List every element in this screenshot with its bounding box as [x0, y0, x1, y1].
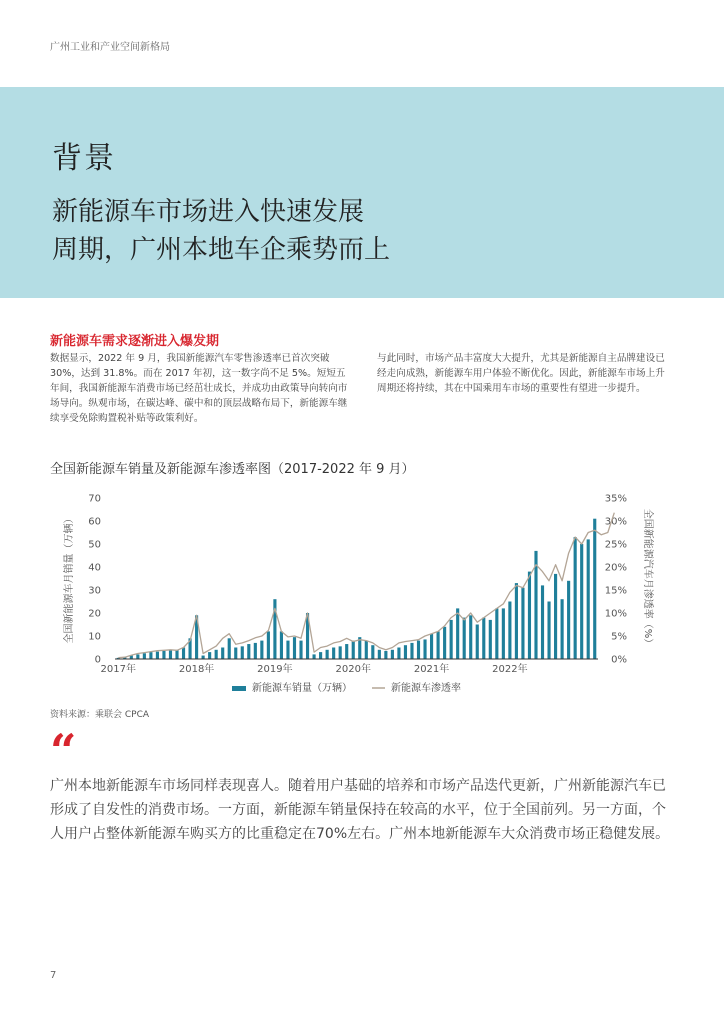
bar [228, 638, 231, 659]
bar [286, 641, 289, 659]
bar [202, 656, 205, 659]
bar [221, 648, 224, 660]
bar [280, 631, 283, 659]
bar [339, 646, 342, 659]
sales-penetration-chart [0, 480, 724, 702]
bar [260, 641, 263, 659]
bar [450, 620, 453, 659]
bar [136, 654, 139, 659]
bar [495, 608, 498, 659]
bar [397, 648, 400, 660]
banner-heading: 背景 [52, 141, 116, 176]
bar [352, 641, 355, 659]
bar [156, 652, 159, 659]
paragraph-right: 与此同时，市场产品丰富度大大提升，尤其是新能源自主品牌建设已经走向成熟，新能源车用户体验不断优化。因此，新能源车市场上升周期还将持续，其在中国乘用车市场的重要性有望进一步提升。 [377, 353, 665, 394]
bar [547, 602, 550, 660]
bar [313, 654, 316, 659]
paragraph-left: 数据显示，2022 年 9 月，我国新能源汽车零售渗透率已首次突破 30%，达到 31.8%。而在 2017 年初，这一数字尚不足 5%。短短五年间，我国新能源车消费市场已经茁壮成长，并成功由政策导向转向市场导向。纵观市场，在碳达峰、碳中和的顶层战略布局下，新能源车继续享受免除购置税补贴等政策利好。 [50, 353, 348, 424]
bar [430, 634, 433, 659]
bar [463, 618, 466, 659]
x-tick-label: 2017年 [100, 664, 136, 675]
bar [482, 618, 485, 659]
x-tick-label: 2018年 [178, 664, 215, 675]
bar [391, 650, 394, 659]
bar [489, 620, 492, 659]
banner-subtitle-line-1: 新能源车市场进入快速发展 [52, 197, 365, 227]
bar [332, 648, 335, 660]
section-title: 新能源车需求逐渐进入爆发期 [50, 334, 220, 349]
bar [515, 583, 518, 659]
y-right-tick-label: 20% [604, 562, 627, 574]
page-number: 7 [50, 970, 57, 981]
x-tick-label: 2021年 [413, 664, 450, 675]
bar [215, 650, 218, 659]
bar [208, 652, 211, 659]
bar [149, 652, 152, 659]
bar [456, 608, 459, 659]
bar [169, 650, 172, 659]
bar [299, 641, 302, 659]
bar [404, 645, 407, 659]
y-right-tick-label: 35% [604, 493, 627, 505]
bar [567, 581, 570, 659]
x-tick-label: 2022年 [492, 664, 528, 675]
y-left-tick-label: 0 [94, 654, 101, 666]
y-left-tick-label: 70 [88, 493, 101, 505]
bar [587, 539, 590, 659]
bar [541, 585, 544, 659]
bar [423, 639, 426, 659]
bar [528, 572, 531, 659]
banner-subtitle [52, 193, 652, 269]
bar [241, 646, 244, 659]
bar [365, 641, 368, 659]
bar [574, 537, 577, 659]
bar [521, 588, 524, 659]
bar [234, 648, 237, 660]
legend-label-sales: 新能源车销量（万辆） [252, 683, 352, 694]
y-right-tick-label: 0% [611, 654, 627, 666]
bar [502, 608, 505, 659]
bar [247, 644, 250, 659]
bar [293, 637, 296, 659]
bar [267, 631, 270, 659]
quote-mark-icon: “ [50, 724, 77, 778]
chart-title: 全国新能源车销量及新能源车渗透率图（2017-2022 年 9 月） [50, 462, 415, 477]
x-tick-label: 2019年 [257, 664, 293, 675]
y-left-tick-label: 60 [88, 516, 101, 528]
y-right-tick-label: 25% [604, 539, 627, 551]
line-series-penetration [118, 513, 614, 658]
legend-label-penetration: 新能源车渗透率 [391, 683, 461, 694]
y-right-tick-label: 5% [611, 631, 627, 643]
y-left-tick-label: 50 [88, 539, 101, 551]
y-right-tick-label: 10% [604, 608, 627, 620]
bar [554, 574, 557, 659]
bar [384, 651, 387, 659]
bar [443, 627, 446, 659]
y-left-tick-label: 40 [88, 562, 101, 574]
x-tick-label: 2020年 [335, 664, 371, 675]
bar [143, 653, 146, 659]
y-right-tick-label: 30% [604, 516, 627, 528]
y-right-tick-label: 15% [604, 585, 627, 597]
bar [508, 602, 511, 660]
bar [561, 599, 564, 659]
y-left-tick-label: 10 [88, 631, 101, 643]
y-left-tick-label: 20 [88, 608, 101, 620]
bar [371, 645, 374, 659]
source-note: 资料来源：乘联会 CPCA [50, 710, 150, 720]
legend-swatch-bar [232, 686, 246, 691]
running-header: 广州工业和产业空间新格局 [50, 42, 170, 53]
y-left-axis-title: 全国新能源车月销量（万辆） [64, 513, 75, 644]
y-left-tick-label: 30 [88, 585, 101, 597]
bar [437, 631, 440, 659]
bar [326, 650, 329, 659]
banner-subtitle-line-2: 周期，广州本地车企乘势而上 [52, 235, 391, 265]
bar [182, 648, 185, 660]
bar [254, 643, 257, 659]
bar [476, 625, 479, 660]
bar [417, 641, 420, 659]
y-right-axis-title: 全国新能源汽车月渗透率（%） [642, 508, 653, 649]
quote-text: 广州本地新能源车市场同样表现喜人。随着用户基础的培养和市场产品迭代更新，广州新能源汽车已形成了自发性的消费市场。一方面，新能源车销量保持在较高的水平，位于全国前列。另一方面，个人用户占整体新能源车购买方的比重稳定在70%左右。广州本地新能源车大众消费市场正稳健发展。 [50, 778, 670, 842]
bar [410, 643, 413, 659]
bar [319, 652, 322, 659]
bar [162, 651, 165, 659]
bar [469, 615, 472, 659]
bar [593, 519, 596, 659]
bar [378, 650, 381, 659]
bar [580, 544, 583, 659]
bar [175, 650, 178, 659]
bar [345, 644, 348, 659]
